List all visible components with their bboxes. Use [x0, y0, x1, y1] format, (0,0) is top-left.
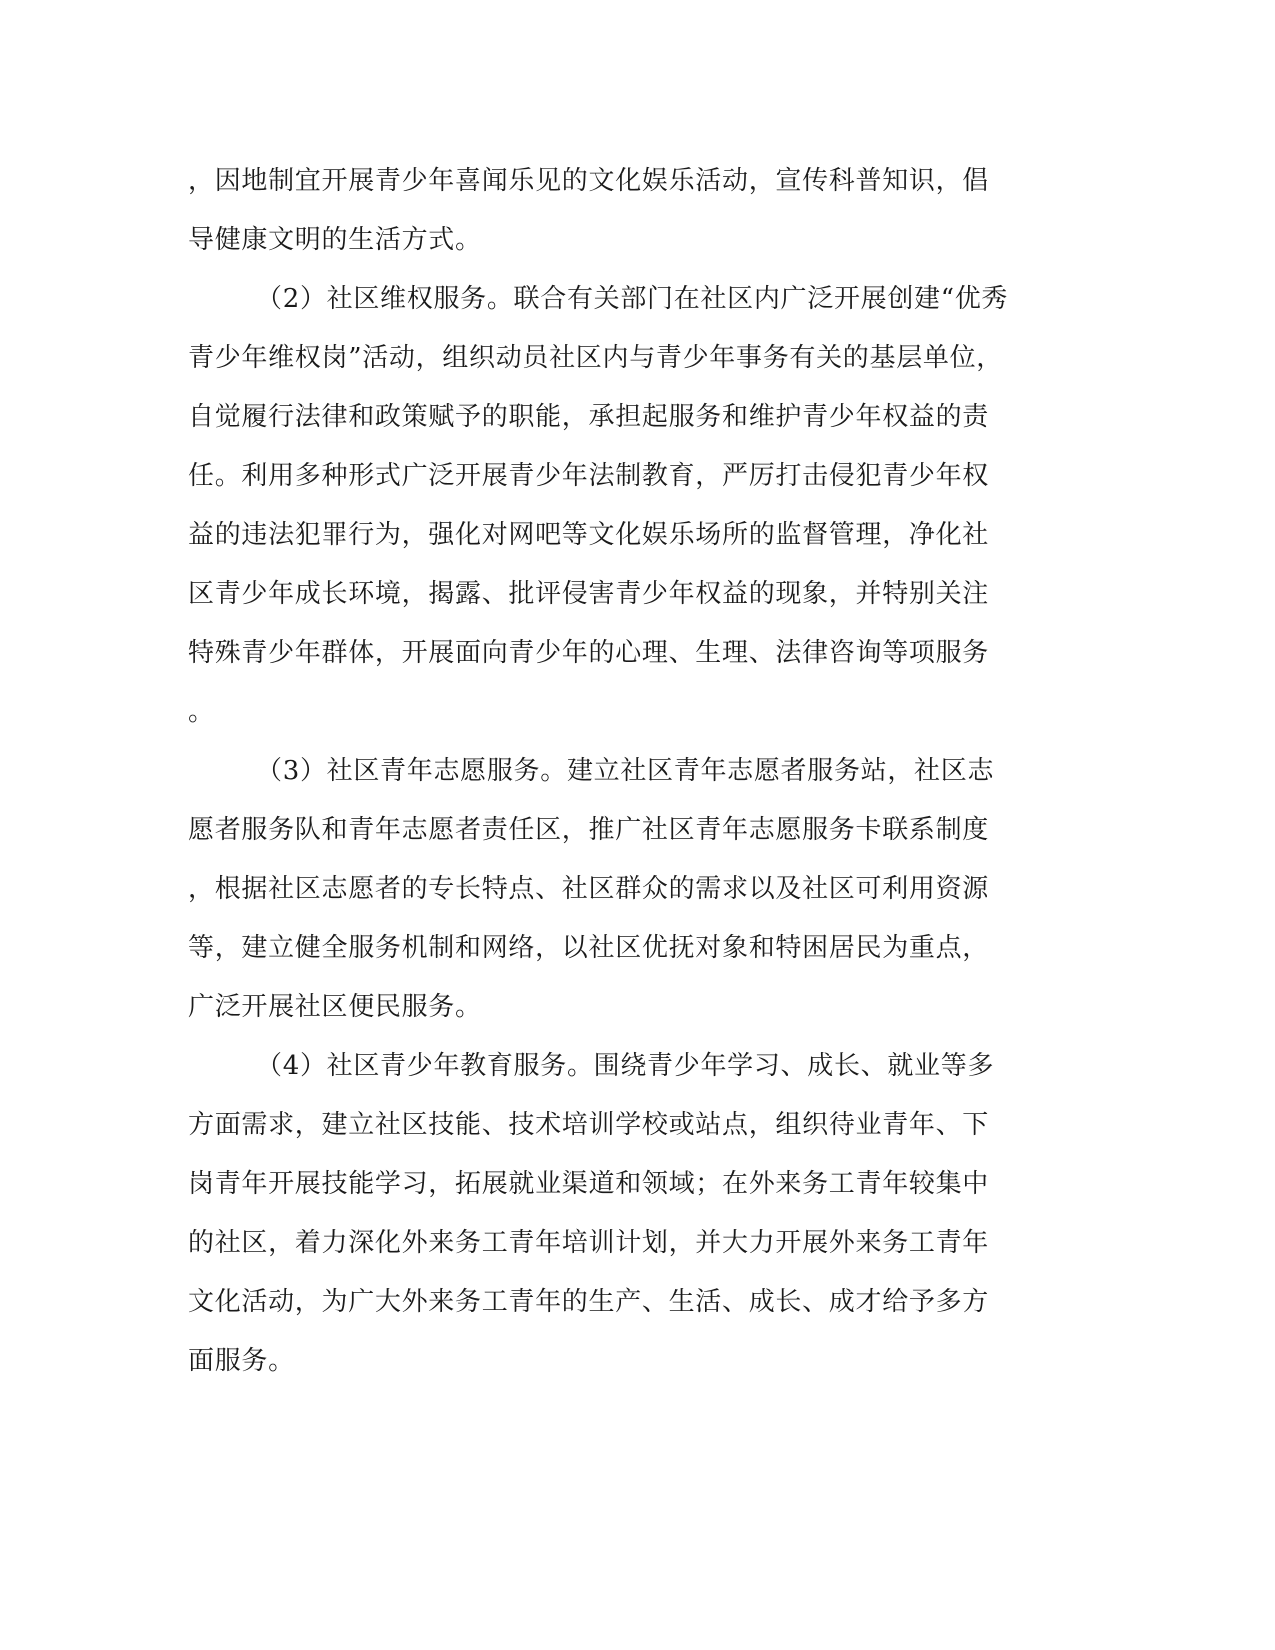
text-line: 广泛开展社区便民服务。 [188, 992, 482, 1022]
text-line: 的社区，着力深化外来务工青年培训计划，并大力开展外来务工青年 [188, 1228, 990, 1258]
text-line: 任。利用多种形式广泛开展青少年法制教育，严厉打击侵犯青少年权 [188, 461, 990, 491]
text-line: 文化活动，为广大外来务工青年的生产、生活、成长、成才给予多方 [188, 1287, 990, 1317]
paragraph-3-first-line: （3）社区青年志愿服务。建立社区青年志愿者服务站，社区志 [256, 756, 995, 786]
paragraph-4-first-line: （4）社区青少年教育服务。围绕青少年学习、成长、就业等多 [256, 1051, 995, 1081]
text-line: 导健康文明的生活方式。 [188, 225, 482, 255]
text-line: 方面需求，建立社区技能、技术培训学校或站点，组织待业青年、下 [188, 1110, 990, 1140]
text-line: 。 [188, 697, 215, 727]
text-line: 自觉履行法律和政策赋予的职能，承担起服务和维护青少年权益的责 [188, 402, 990, 432]
text-line: 岗青年开展技能学习，拓展就业渠道和领域；在外来务工青年较集中 [188, 1169, 990, 1199]
text-line: ，因地制宜开展青少年喜闻乐见的文化娱乐活动，宣传科普知识，倡 [188, 166, 990, 196]
paragraph-2-first-line: （2）社区维权服务。联合有关部门在社区内广泛开展创建“优秀 [256, 284, 1009, 314]
text-line: 区青少年成长环境，揭露、批评侵害青少年权益的现象，并特别关注 [188, 579, 990, 609]
text-line: ，根据社区志愿者的专长特点、社区群众的需求以及社区可利用资源 [188, 874, 990, 904]
text-line: 面服务。 [188, 1346, 295, 1376]
text-line: 等，建立健全服务机制和网络，以社区优抚对象和特困居民为重点， [188, 933, 990, 963]
text-line: 特殊青少年群体，开展面向青少年的心理、生理、法律咨询等项服务 [188, 638, 990, 668]
text-line: 益的违法犯罪行为，强化对网吧等文化娱乐场所的监督管理，净化社 [188, 520, 990, 550]
text-line: 愿者服务队和青年志愿者责任区，推广社区青年志愿服务卡联系制度 [188, 815, 990, 845]
text-line: 青少年维权岗”活动，组织动员社区内与青少年事务有关的基层单位， [188, 343, 1003, 373]
